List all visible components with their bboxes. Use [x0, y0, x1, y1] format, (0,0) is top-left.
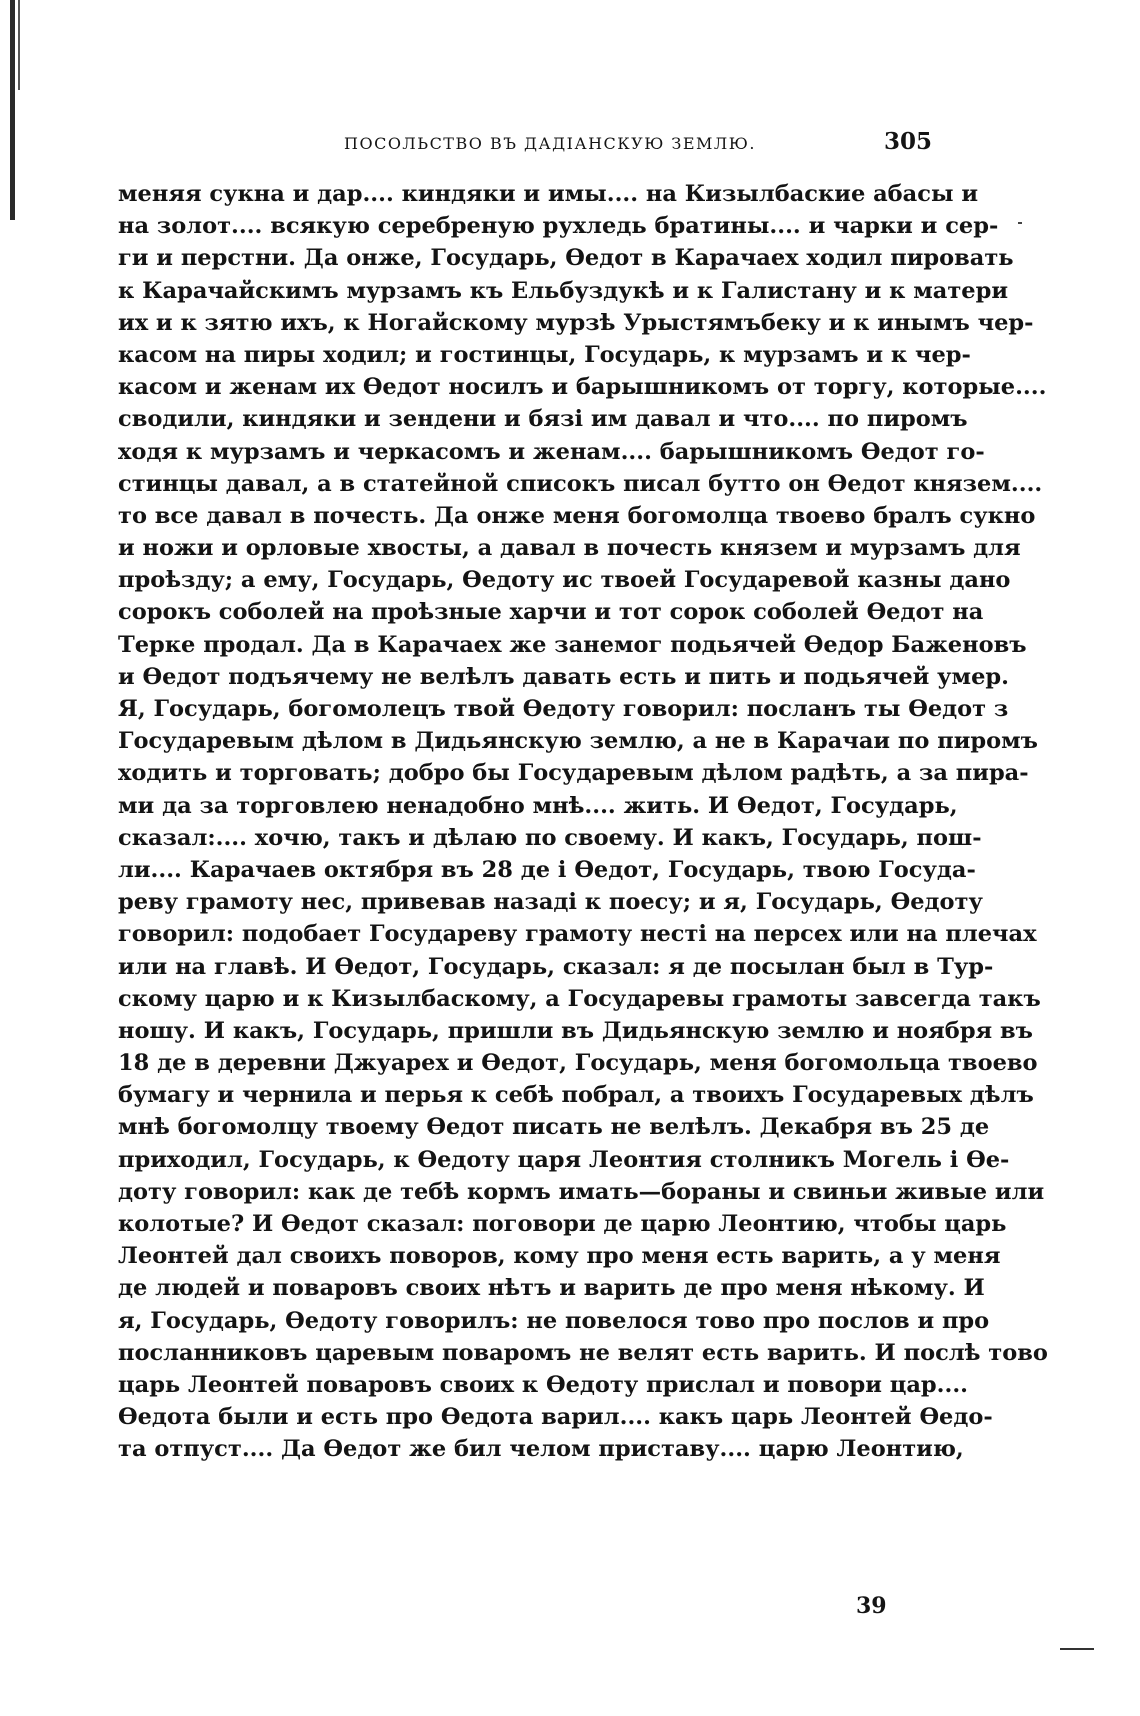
body-text — [118, 178, 1048, 1466]
text-line: 18 де в деревни Джуарех и Ѳедот, Государь, меня богомольца твоево — [118, 1050, 1038, 1077]
text-line: сорокъ соболей на проѣзные харчи и тот сорок соболей Ѳедот на — [118, 599, 984, 626]
text-line: к Карачайскимъ мурзамъ къ Ельбуздукѣ и к Галистану и к матери — [118, 277, 1009, 304]
text-line: ги и перстни. Да онже, Государь, Ѳедот в Карачаех ходил пировать — [118, 245, 1014, 272]
text-line: говорил: подобает Государеву грамоту несті на персех или на плечах — [118, 921, 1037, 948]
page-number: 305 — [883, 128, 932, 155]
text-line: то все давал в почесть. Да онже меня богомолца твоево бралъ сукно — [118, 502, 1036, 529]
text-line: ходить и торговать; добро бы Государевым дѣлом радѣть, а за пира- — [118, 760, 1029, 787]
margin-tick-mark — [1018, 222, 1022, 224]
text-line: Ѳедота были и есть про Ѳедота варил.... какъ царь Леонтей Ѳедо- — [118, 1404, 993, 1431]
text-line: ми да за торговлею ненадобно мнѣ.... жить. И Ѳедот, Государь, — [118, 792, 958, 819]
text-line: посланниковъ царевым поваромъ не велят есть варить. И послѣ тово — [118, 1339, 1048, 1366]
text-line: ходя к мурзамъ и черкасомъ и женам.... барышникомъ Ѳедот го- — [118, 438, 985, 465]
text-line: Леонтей дал своихъ поворов, кому про меня есть варить, а у меня — [118, 1243, 1001, 1270]
text-line: ношу. И какъ, Государь, пришли въ Дидьянскую землю и ноября въ — [118, 1017, 1033, 1044]
text-line: мнѣ богомолцу твоему Ѳедот писать не велѣлъ. Декабря въ 25 де — [118, 1114, 990, 1141]
page-header — [118, 128, 938, 168]
text-line: сводили, киндяки и зендени и бязі им давал и что.... по пиромъ — [118, 406, 968, 433]
text-line: касом и женам их Ѳедот носилъ и барышникомъ от торгу, которые.... — [118, 374, 1047, 401]
text-line: меняя сукна и дар.... киндяки и имы.... на Кизылбаские абасы и — [118, 181, 979, 207]
text-line: царь Леонтей поваровъ своих к Ѳедоту прислал и повори цар.... — [118, 1371, 969, 1398]
text-line: проѣзду; а ему, Государь, Ѳедоту ис твоей Государевой казны дано — [118, 567, 1011, 594]
corner-mark — [1060, 1648, 1094, 1650]
binding-edge-line-thin — [18, 0, 20, 90]
text-line: колотые? И Ѳедот сказал: поговори де царю Леонтию, чтобы царь — [118, 1211, 1007, 1237]
text-line: бумагу и чернила и перья к себѣ побрал, а твоихъ Государевых дѣлъ — [118, 1082, 1034, 1109]
text-line: реву грамоту нес, привевав назаді к поесу; и я, Государь, Ѳедоту — [118, 889, 983, 916]
binding-edge-line — [10, 0, 15, 220]
text-line: на золот.... всякую серебреную рухледь братины.... и чарки и сер- — [118, 213, 999, 240]
signature-mark: 39 — [856, 1593, 887, 1619]
text-line: доту говорил: как де тебѣ кормъ имать—бораны и свиньи живые или — [118, 1178, 1045, 1205]
text-line: ли.... Карачаев октября въ 28 де і Ѳедот, Государь, твою Госуда- — [118, 856, 976, 883]
text-line: приходил, Государь, к Ѳедоту царя Леонтия столникъ Могель і Ѳе- — [118, 1146, 1010, 1173]
running-head: ПОСОЛЬСТВО ВЪ ДАДІАНСКУЮ ЗЕМЛЮ. — [344, 134, 756, 153]
text-line: касом на пиры ходил; и гостинцы, Государь, к мурзамъ и к чер- — [118, 341, 971, 368]
text-line: сказал:.... хочю, такъ и дѣлаю по своему. И какъ, Государь, пош- — [118, 824, 982, 851]
text-line: Терке продал. Да в Карачаех же занемог подьячей Ѳедор Баженовъ — [118, 631, 1027, 658]
text-line: де людей и поваровъ своих нѣтъ и варить де про меня нѣкому. И — [118, 1275, 985, 1302]
text-line: и Ѳедот подъячему не велѣлъ давать есть и пить и подьячей умер. — [118, 663, 1009, 690]
text-line: Я, Государь, богомолецъ твой Ѳедоту говорил: посланъ ты Ѳедот з — [118, 696, 1009, 722]
text-line: и ножи и орловые хвосты, а давал в почесть князем и мурзамъ для — [118, 535, 1021, 562]
text-line: я, Государь, Ѳедоту говорилъ: не повелося тово про послов и про — [118, 1307, 990, 1334]
text-line: стинцы давал, а в статейной списокъ писал бутто он Ѳедот князем.... — [118, 470, 1043, 497]
text-line: скому царю и к Кизылбаскому, а Государевы грамоты завсегда такъ — [118, 985, 1041, 1012]
text-line: или на главѣ. И Ѳедот, Государь, сказал: я де посылан был в Тур- — [118, 953, 994, 980]
text-line: Государевым дѣлом в Дидьянскую землю, а не в Карачаи по пиромъ — [118, 728, 1038, 755]
text-line: та отпуст.... Да Ѳедот же бил челом приставу.... царю Леонтию, — [118, 1436, 964, 1463]
text-line: их и к зятю ихъ, к Ногайскому мурзѣ Урыстямъбеку и к инымъ чер- — [118, 309, 1034, 336]
